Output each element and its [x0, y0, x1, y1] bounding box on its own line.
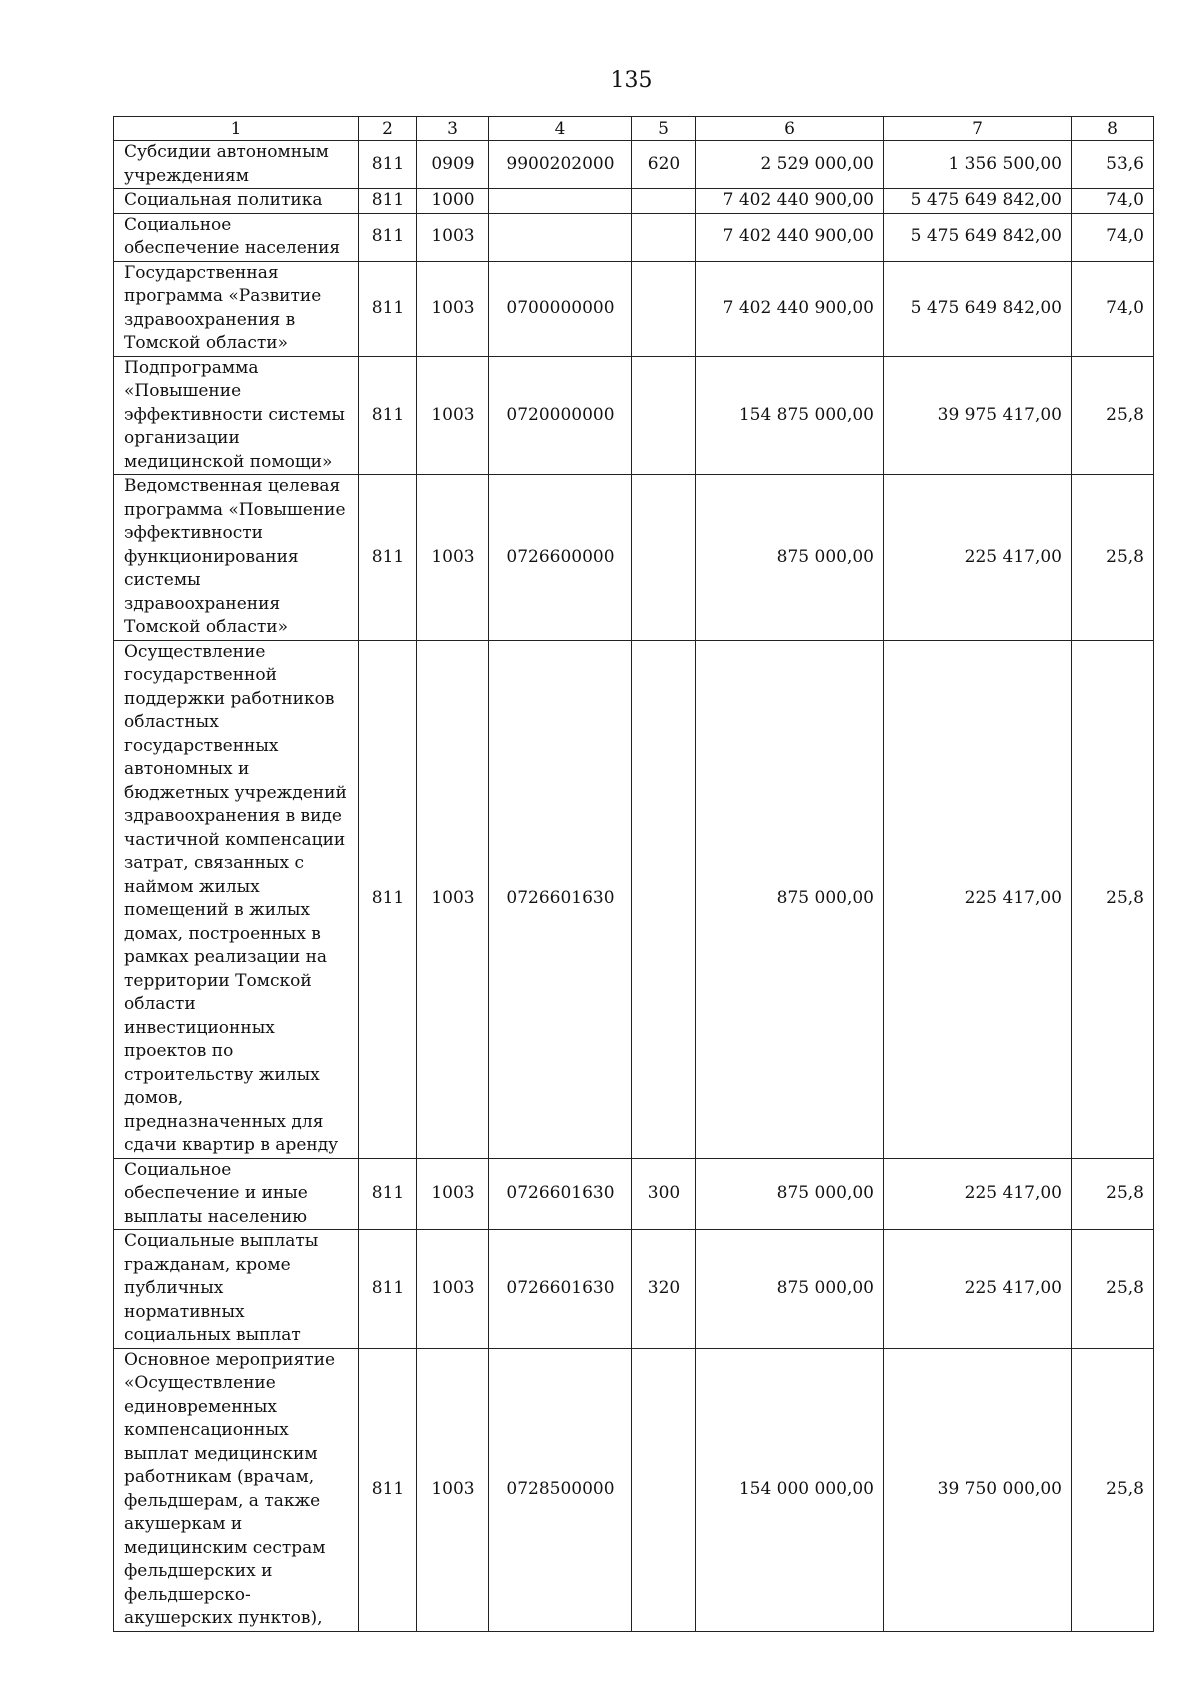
row-name-cell: Социальная политика [114, 189, 359, 214]
plan-amount-cell: 875 000,00 [696, 1158, 884, 1230]
column-header: 5 [632, 117, 696, 141]
percent-cell: 25,8 [1072, 1230, 1154, 1349]
ministry-code-cell: 811 [359, 356, 417, 475]
expense-type-cell [632, 213, 696, 261]
section-code-cell: 1003 [417, 1348, 489, 1631]
ministry-code-cell: 811 [359, 1230, 417, 1349]
row-name-cell: Государственная программа «Развитие здравоохранения в Томской области» [114, 261, 359, 356]
target-code-cell: 9900202000 [489, 141, 632, 189]
row-name-cell: Основное мероприятие «Осуществление единовременных компенсационных выплат медицинским работникам (врачам, фельдшерам, а также акушеркам и медицинским сестрам фельдшерских и фельдшерско-акушерских пунктов), [114, 1348, 359, 1631]
row-name-cell: Социальное обеспечение и иные выплаты населению [114, 1158, 359, 1230]
actual-amount-cell: 225 417,00 [884, 1230, 1072, 1349]
target-code-cell: 0728500000 [489, 1348, 632, 1631]
section-code-cell: 1003 [417, 640, 489, 1158]
table-row [114, 141, 1154, 189]
target-code-cell: 0726601630 [489, 640, 632, 1158]
row-name-cell: Социальные выплаты гражданам, кроме публичных нормативных социальных выплат [114, 1230, 359, 1349]
actual-amount-cell: 5 475 649 842,00 [884, 261, 1072, 356]
actual-amount-cell: 225 417,00 [884, 640, 1072, 1158]
section-code-cell: 1003 [417, 356, 489, 475]
percent-cell: 25,8 [1072, 640, 1154, 1158]
row-name-cell: Подпрограмма «Повышение эффективности системы организации медицинской помощи» [114, 356, 359, 475]
expense-type-cell [632, 261, 696, 356]
row-name-cell: Осуществление государственной поддержки работников областных государственных автономных и бюджетных учреждений здравоохранения в виде частичной компенсации затрат, связанных с наймом жилых помещений в жилых домах, построенных в рамках реализации на территории Томской области инвестиционных проектов по строительству жилых домов, предназначенных для сдачи квартир в аренду [114, 640, 359, 1158]
column-header: 7 [884, 117, 1072, 141]
page-number: 135 [610, 68, 653, 93]
plan-amount-cell: 154 875 000,00 [696, 356, 884, 475]
ministry-code-cell: 811 [359, 261, 417, 356]
column-header: 8 [1072, 117, 1154, 141]
target-code-cell: 0700000000 [489, 261, 632, 356]
expense-type-cell [632, 1348, 696, 1631]
percent-cell: 74,0 [1072, 261, 1154, 356]
actual-amount-cell: 1 356 500,00 [884, 141, 1072, 189]
target-code-cell: 0726601630 [489, 1158, 632, 1230]
table-row [114, 475, 1154, 641]
budget-table [113, 116, 1154, 1632]
expense-type-cell: 320 [632, 1230, 696, 1349]
ministry-code-cell: 811 [359, 640, 417, 1158]
percent-cell: 53,6 [1072, 141, 1154, 189]
section-code-cell: 0909 [417, 141, 489, 189]
table-row [114, 1348, 1154, 1631]
column-header: 2 [359, 117, 417, 141]
plan-amount-cell: 7 402 440 900,00 [696, 213, 884, 261]
table-row [114, 261, 1154, 356]
ministry-code-cell: 811 [359, 213, 417, 261]
percent-cell: 25,8 [1072, 356, 1154, 475]
expense-type-cell [632, 356, 696, 475]
plan-amount-cell: 2 529 000,00 [696, 141, 884, 189]
percent-cell: 74,0 [1072, 189, 1154, 214]
plan-amount-cell: 7 402 440 900,00 [696, 189, 884, 214]
section-code-cell: 1000 [417, 189, 489, 214]
target-code-cell: 0726601630 [489, 1230, 632, 1349]
expense-type-cell [632, 475, 696, 641]
header-row [114, 117, 1154, 141]
plan-amount-cell: 875 000,00 [696, 1230, 884, 1349]
actual-amount-cell: 225 417,00 [884, 1158, 1072, 1230]
plan-amount-cell: 7 402 440 900,00 [696, 261, 884, 356]
ministry-code-cell: 811 [359, 189, 417, 214]
section-code-cell: 1003 [417, 213, 489, 261]
section-code-cell: 1003 [417, 261, 489, 356]
plan-amount-cell: 875 000,00 [696, 475, 884, 641]
target-code-cell [489, 189, 632, 214]
actual-amount-cell: 39 975 417,00 [884, 356, 1072, 475]
column-header: 3 [417, 117, 489, 141]
ministry-code-cell: 811 [359, 1158, 417, 1230]
expense-type-cell [632, 640, 696, 1158]
percent-cell: 25,8 [1072, 475, 1154, 641]
column-header: 4 [489, 117, 632, 141]
section-code-cell: 1003 [417, 1158, 489, 1230]
actual-amount-cell: 5 475 649 842,00 [884, 189, 1072, 214]
column-header: 1 [114, 117, 359, 141]
section-code-cell: 1003 [417, 475, 489, 641]
table-row [114, 1158, 1154, 1230]
plan-amount-cell: 875 000,00 [696, 640, 884, 1158]
plan-amount-cell: 154 000 000,00 [696, 1348, 884, 1631]
ministry-code-cell: 811 [359, 141, 417, 189]
expense-type-cell: 300 [632, 1158, 696, 1230]
row-name-cell: Социальное обеспечение населения [114, 213, 359, 261]
percent-cell: 25,8 [1072, 1348, 1154, 1631]
target-code-cell [489, 213, 632, 261]
table-row [114, 640, 1154, 1158]
ministry-code-cell: 811 [359, 475, 417, 641]
actual-amount-cell: 39 750 000,00 [884, 1348, 1072, 1631]
target-code-cell: 0726600000 [489, 475, 632, 641]
target-code-cell: 0720000000 [489, 356, 632, 475]
table-row [114, 213, 1154, 261]
row-name-cell: Ведомственная целевая программа «Повышение эффективности функционирования системы здравоохранения Томской области» [114, 475, 359, 641]
actual-amount-cell: 225 417,00 [884, 475, 1072, 641]
expense-type-cell: 620 [632, 141, 696, 189]
percent-cell: 25,8 [1072, 1158, 1154, 1230]
table-row [114, 189, 1154, 214]
table-row [114, 356, 1154, 475]
percent-cell: 74,0 [1072, 213, 1154, 261]
column-header: 6 [696, 117, 884, 141]
ministry-code-cell: 811 [359, 1348, 417, 1631]
table-row [114, 1230, 1154, 1349]
expense-type-cell [632, 189, 696, 214]
row-name-cell: Субсидии автономным учреждениям [114, 141, 359, 189]
actual-amount-cell: 5 475 649 842,00 [884, 213, 1072, 261]
section-code-cell: 1003 [417, 1230, 489, 1349]
